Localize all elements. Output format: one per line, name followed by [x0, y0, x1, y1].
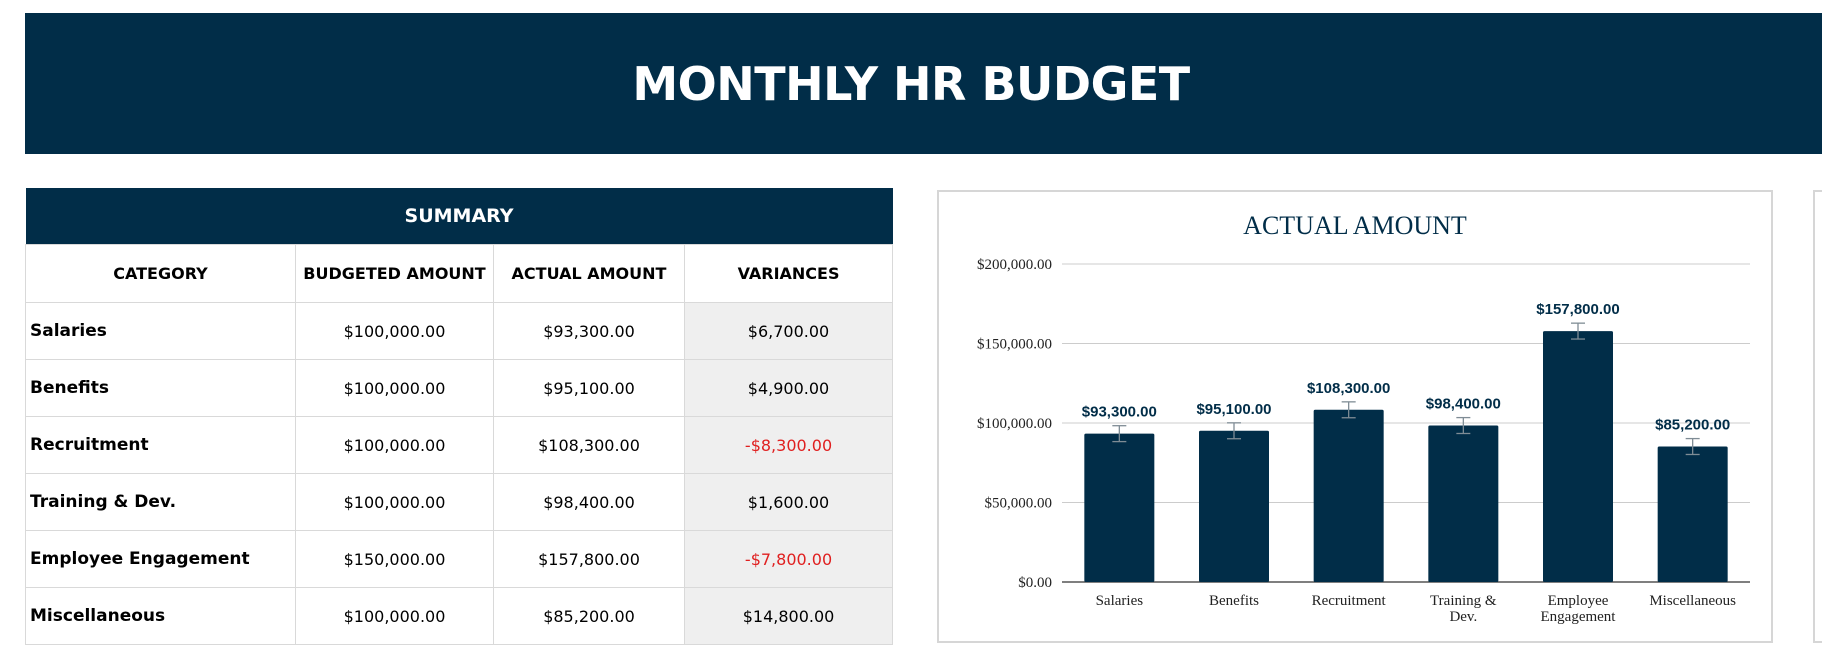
y-tick-label: $50,000.00	[984, 495, 1052, 512]
budgeted-cell: $100,000.00	[296, 360, 494, 417]
data-label: $93,300.00	[1081, 403, 1157, 421]
y-tick-label: $100,000.00	[977, 416, 1052, 432]
x-tick-label: Engagement	[1540, 609, 1616, 625]
bar	[1314, 410, 1384, 582]
actual-cell: $157,800.00	[494, 531, 685, 588]
table-row	[26, 360, 893, 417]
actual-cell: $93,300.00	[494, 303, 685, 360]
budgeted-cell: $100,000.00	[296, 474, 494, 531]
actual-cell: $108,300.00	[494, 417, 685, 474]
x-tick-label: Salaries	[1095, 593, 1144, 609]
summary-title: SUMMARY	[26, 188, 893, 245]
chart-title: ACTUAL AMOUNT	[1243, 211, 1467, 240]
summary-table	[25, 188, 893, 645]
data-label: $85,200.00	[1655, 416, 1731, 434]
table-row	[26, 474, 893, 531]
column-header-variances: VARIANCES	[685, 245, 893, 303]
actual-cell: $95,100.00	[494, 360, 685, 417]
x-tick-label: Dev.	[1449, 609, 1478, 625]
actual-cell: $85,200.00	[494, 588, 685, 645]
actual-cell: $98,400.00	[494, 474, 685, 531]
x-tick-label: Training &	[1430, 593, 1497, 609]
budgeted-cell: $150,000.00	[296, 531, 494, 588]
data-label: $108,300.00	[1306, 379, 1391, 397]
variance-cell: $4,900.00	[685, 360, 893, 417]
table-row	[26, 588, 893, 645]
x-tick-label: Recruitment	[1311, 593, 1386, 609]
data-label: $98,400.00	[1425, 395, 1501, 413]
variance-cell: $6,700.00	[685, 303, 893, 360]
data-label: $95,100.00	[1196, 400, 1272, 418]
next-panel-edge	[1813, 190, 1822, 643]
x-tick-label: Benefits	[1209, 593, 1259, 609]
variance-cell: $1,600.00	[685, 474, 893, 531]
table-row	[26, 303, 893, 360]
bar	[1199, 431, 1269, 582]
column-header-category: CATEGORY	[26, 245, 296, 303]
column-header-budgeted: BUDGETED AMOUNT	[296, 245, 494, 303]
category-cell: Miscellaneous	[26, 588, 296, 645]
x-tick-label: Miscellaneous	[1649, 593, 1736, 609]
budgeted-cell: $100,000.00	[296, 588, 494, 645]
bar	[1543, 331, 1613, 582]
category-cell: Employee Engagement	[26, 531, 296, 588]
variance-cell: $14,800.00	[685, 588, 893, 645]
category-cell: Training & Dev.	[26, 474, 296, 531]
actual-amount-chart	[937, 190, 1773, 643]
bar	[1084, 434, 1154, 582]
bar	[1658, 447, 1728, 582]
variance-cell: -$7,800.00	[685, 531, 893, 588]
x-tick-label: Employee	[1547, 593, 1609, 609]
variance-cell: -$8,300.00	[685, 417, 893, 474]
page-title: MONTHLY HR BUDGET	[632, 56, 1190, 111]
budgeted-cell: $100,000.00	[296, 417, 494, 474]
table-row	[26, 531, 893, 588]
table-row	[26, 417, 893, 474]
category-cell: Benefits	[26, 360, 296, 417]
y-tick-label: $150,000.00	[977, 336, 1052, 353]
budgeted-cell: $100,000.00	[296, 303, 494, 360]
category-cell: Recruitment	[26, 417, 296, 474]
data-label: $157,800.00	[1536, 301, 1620, 319]
category-cell: Salaries	[26, 303, 296, 360]
y-tick-label: $0.00	[1018, 575, 1052, 591]
column-header-actual: ACTUAL AMOUNT	[494, 245, 685, 303]
y-tick-label: $200,000.00	[977, 257, 1052, 273]
bar	[1428, 426, 1498, 582]
